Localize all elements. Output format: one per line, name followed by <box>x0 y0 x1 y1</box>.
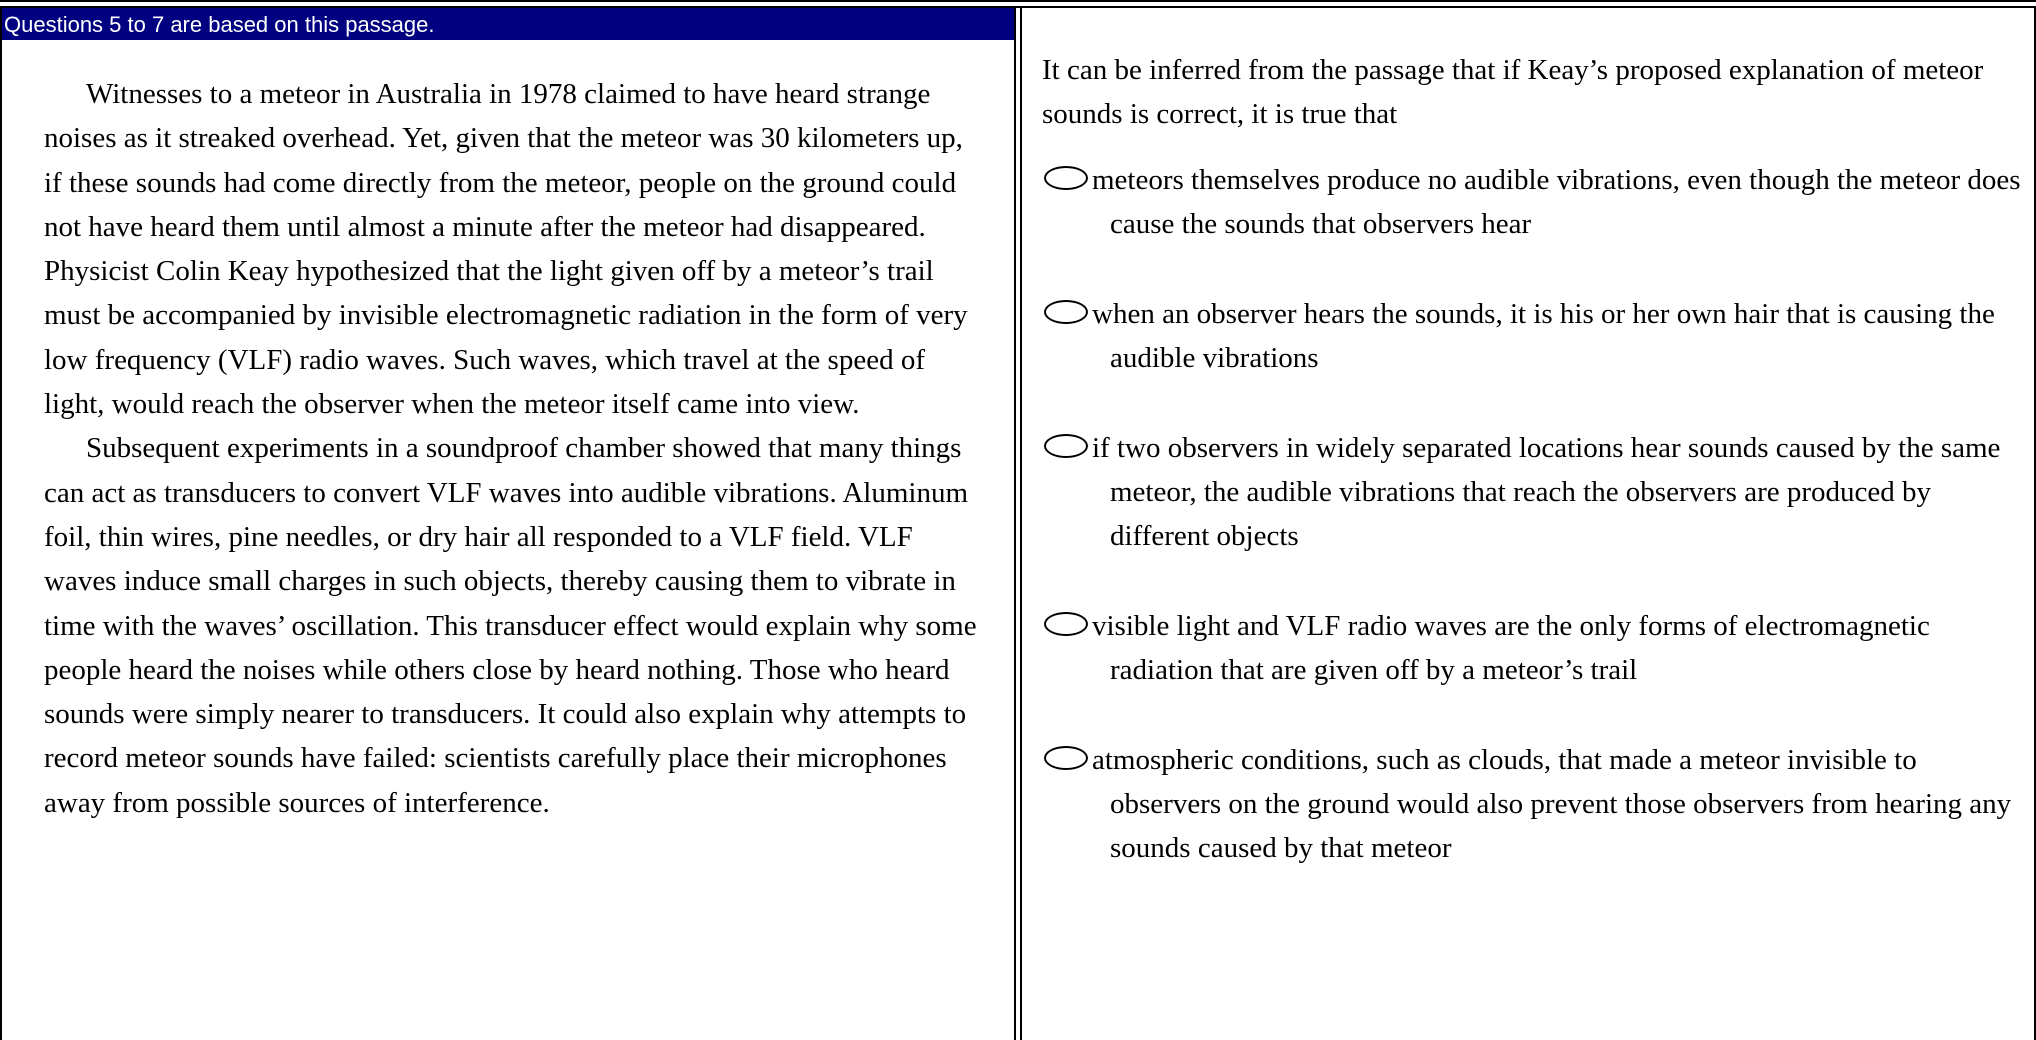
radio-button-e[interactable] <box>1044 746 1088 770</box>
answer-option-text: if two observers in widely separated locations hear sounds caused by the same meteor, the audible vibrations that reach the observers are produced by different objects <box>1092 432 2001 552</box>
radio-button-c[interactable] <box>1044 434 1088 458</box>
passage-paragraph-1: Witnesses to a meteor in Australia in 1978 claimed to have heard strange noises as it streaked overhead. Yet, given that the meteor was 30 kilometers up, if these sounds had come directly from the meteor, people on the ground could not have heard them until almost a minute after the meteor had disappeared. Physicist Colin Keay hypothesized that the light given off by a meteor’s trail must be accompanied by invisible electromagnetic radiation in the form of very low frequency (VLF) radio waves. Such waves, which travel at the speed of light, would reach the observer when the meteor itself came into view. <box>44 78 968 421</box>
answer-option-c[interactable] <box>1044 426 2034 604</box>
passage-header: Questions 5 to 7 are based on this passage. <box>2 8 1014 40</box>
answer-options <box>1044 158 2034 916</box>
passage-paragraph-2: Subsequent experiments in a soundproof chamber showed that many things can act as transducers to convert VLF waves into audible vibrations. Aluminum foil, thin wires, pine needles, or dry hair all responded to a VLF field. VLF waves induce small charges in such objects, thereby causing them to vibrate in time with the waves’ oscillation. This transducer effect would explain why some people heard the noises while others close by heard nothing. Those who heard sounds were simply nearer to transducers. It could also explain why attempts to record meteor sounds have failed: scientists carefully place their microphones away from possible sources of interference. <box>44 432 977 819</box>
answer-option-a[interactable] <box>1044 158 2034 292</box>
answer-option-text: atmospheric conditions, such as clouds, that made a meteor invisible to observers on the ground would also prevent those observers from hearing any sounds caused by that meteor <box>1092 744 2012 864</box>
answer-option-text: when an observer hears the sounds, it is his or her own hair that is causing the audible vibrations <box>1092 298 1995 374</box>
radio-button-a[interactable] <box>1044 166 1088 190</box>
passage-pane[interactable] <box>0 8 1016 1040</box>
passage-text <box>44 72 984 825</box>
radio-button-d[interactable] <box>1044 612 1088 636</box>
answer-option-e[interactable] <box>1044 738 2034 916</box>
answer-option-d[interactable] <box>1044 604 2034 738</box>
radio-button-b[interactable] <box>1044 300 1088 324</box>
answer-option-text: visible light and VLF radio waves are the only forms of electromagnetic radiation that are given off by a meteor’s trail <box>1092 610 1930 686</box>
question-stem: It can be inferred from the passage that if Keay’s proposed explanation of meteor sounds is correct, it is true that <box>1042 54 1984 130</box>
answer-option-b[interactable] <box>1044 292 2034 426</box>
question-pane[interactable] <box>1022 8 2036 1040</box>
answer-option-text: meteors themselves produce no audible vibrations, even though the meteor does cause the sounds that observers hear <box>1092 164 2021 240</box>
